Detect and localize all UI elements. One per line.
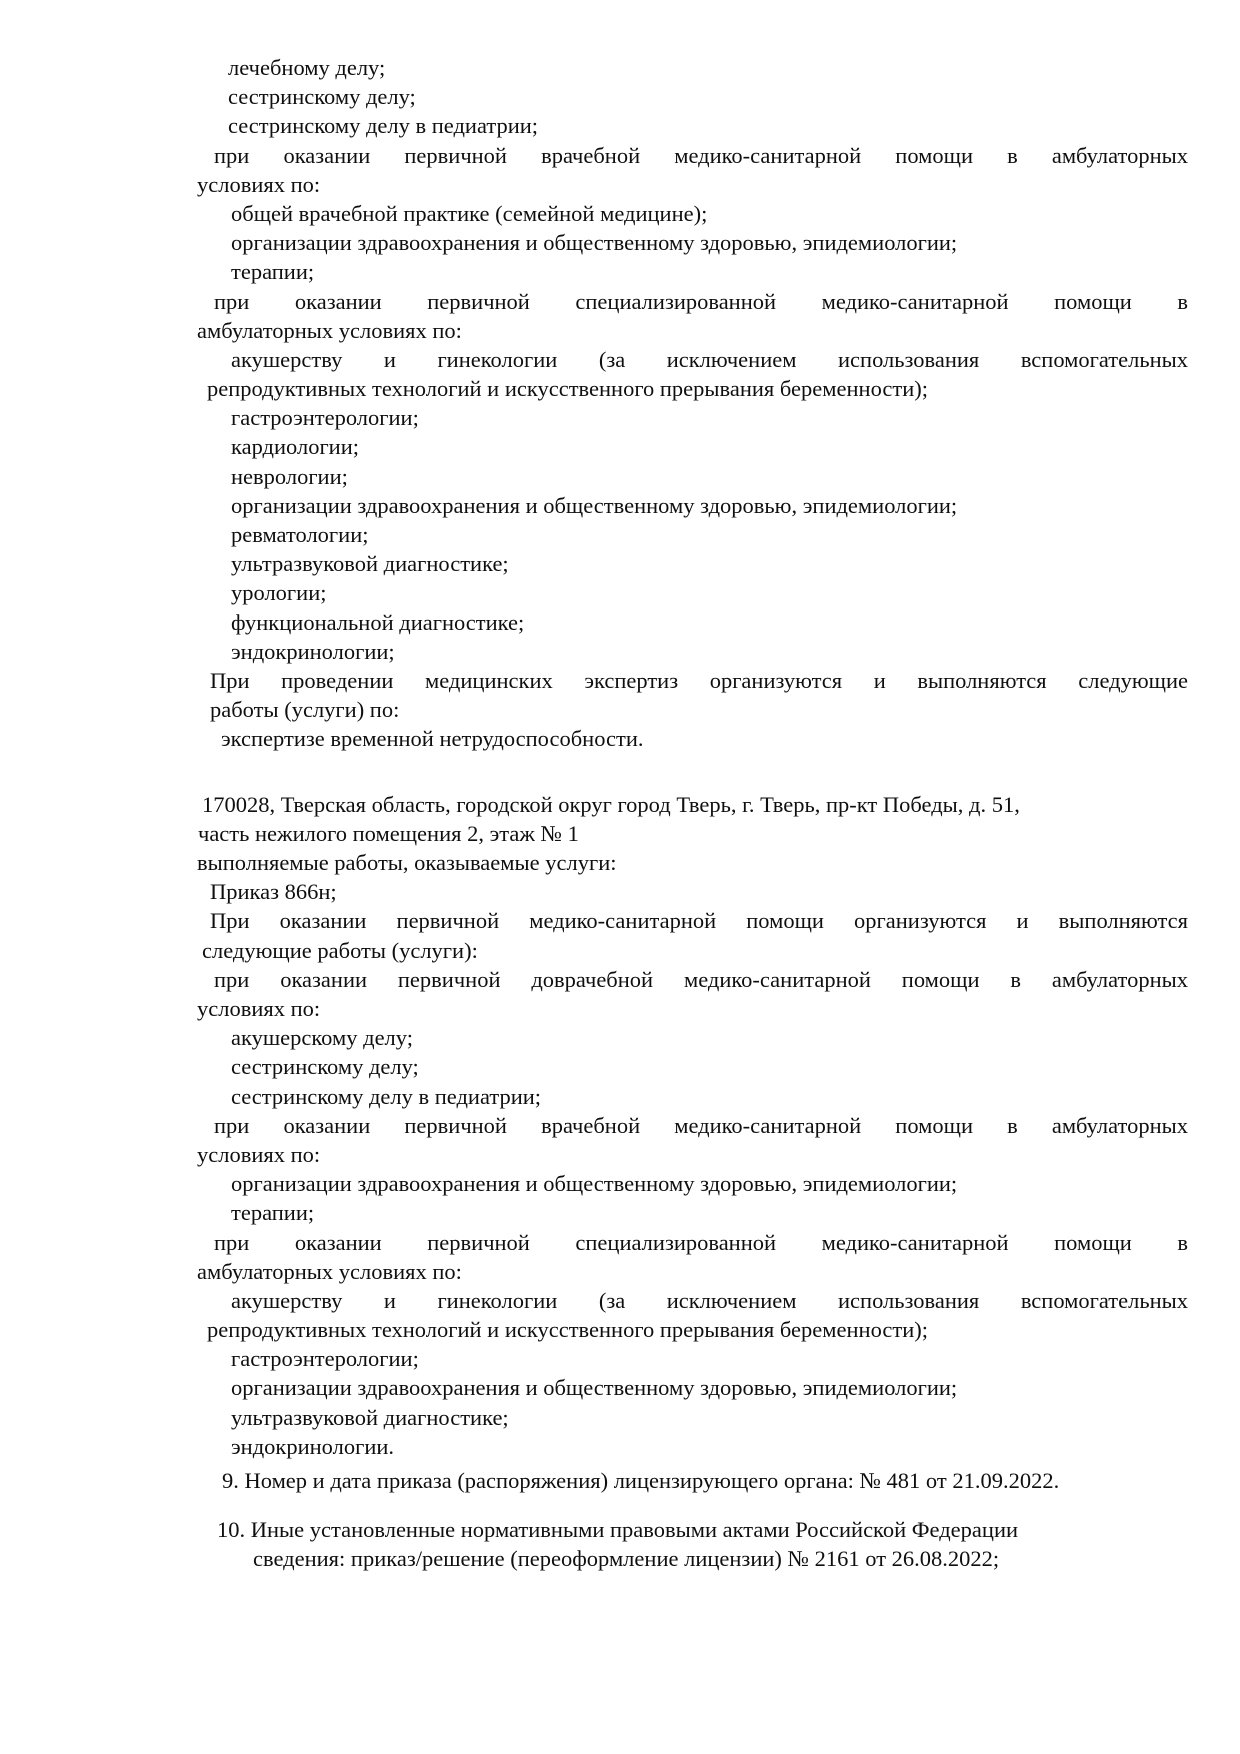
text-line: организации здравоохранения и общественному здоровью, эпидемиологии; <box>231 492 958 518</box>
text-line: При оказании первичной медико-санитарной помощи организуются и выполняются <box>210 908 1188 934</box>
text-line: неврологии; <box>231 463 348 489</box>
text-line: лечебному делу; <box>228 55 386 80</box>
text-line: организации здравоохранения и общественному здоровью, эпидемиологии; <box>231 1171 958 1197</box>
text-line: сестринскому делу; <box>231 1054 419 1080</box>
text-line: сестринскому делу; <box>228 84 416 110</box>
text-line: условиях по: <box>197 996 321 1021</box>
text-line: акушерству и гинекологии (за исключением использования вспомогательных <box>231 346 1188 372</box>
text-line: при оказании первичной врачебной медико-санитарной помощи в амбулаторных <box>214 1112 1188 1138</box>
text-line: при оказании первичной специализированной медико-санитарной помощи в <box>214 288 1188 314</box>
text-line: гастроэнтерологии; <box>231 1346 419 1372</box>
text-line: эндокринологии; <box>231 638 395 664</box>
text-line: терапии; <box>231 259 315 285</box>
text-line: часть нежилого помещения 2, этаж № 1 <box>198 820 579 846</box>
text-line: репродуктивных технологий и искусственного прерывания беременности); <box>207 376 928 402</box>
text-line: работы (услуги) по: <box>210 697 400 723</box>
text-line: Приказ 866н; <box>210 879 337 905</box>
document-text-block <box>197 53 1188 1574</box>
text-line: ревматологии; <box>231 522 369 547</box>
text-line: при оказании первичной врачебной медико-санитарной помощи в амбулаторных <box>214 142 1188 168</box>
text-line: условиях по: <box>197 1141 321 1167</box>
text-line: урологии; <box>231 580 327 606</box>
text-line: терапии; <box>231 1200 315 1226</box>
text-line: условиях по: <box>197 171 321 197</box>
text-line: акушерскому делу; <box>231 1025 413 1051</box>
text-line: репродуктивных технологий и искусственного прерывания беременности); <box>207 1317 928 1343</box>
text-line: При проведении медицинских экспертиз организуются и выполняются следующие <box>210 667 1188 693</box>
text-line: амбулаторных условиях по: <box>197 1258 462 1284</box>
text-line: выполняемые работы, оказываемые услуги: <box>197 850 617 876</box>
text-line: акушерству и гинекологии (за исключением использования вспомогательных <box>231 1287 1188 1313</box>
text-line: ультразвуковой диагностике; <box>231 551 509 577</box>
text-line: амбулаторных условиях по: <box>197 317 462 343</box>
text-line: экспертизе временной нетрудоспособности. <box>221 726 644 752</box>
text-line: ультразвуковой диагностике; <box>231 1404 509 1430</box>
text-line: организации здравоохранения и общественному здоровью, эпидемиологии; <box>231 1375 958 1401</box>
text-line: организации здравоохранения и общественному здоровью, эпидемиологии; <box>231 230 958 256</box>
text-line: при оказании первичной специализированной медико-санитарной помощи в <box>214 1229 1188 1255</box>
text-line: эндокринологии. <box>231 1433 395 1459</box>
text-line: общей врачебной практике (семейной медицине); <box>231 200 708 226</box>
text-line: сестринскому делу в педиатрии; <box>228 113 539 139</box>
text-line: кардиологии; <box>231 434 360 460</box>
text-line: гастроэнтерологии; <box>231 405 419 431</box>
text-line: 170028, Тверская область, городской округ город Тверь, г. Тверь, пр-кт Победы, д. 51, <box>202 791 1020 817</box>
text-line: функциональной диагностике; <box>231 609 525 635</box>
blank-line <box>197 754 1188 783</box>
text-line: 9. Номер и дата приказа (распоряжения) лицензирующего органа: № 481 от 21.09.2022. <box>222 1468 1060 1493</box>
text-line: сестринскому делу в педиатрии; <box>231 1083 542 1109</box>
text-line: следующие работы (услуги): <box>202 937 478 963</box>
text-line: 10. Иные установленные нормативными правовыми актами Российской Федерации <box>217 1517 1019 1543</box>
text-line: при оказании первичной доврачебной медико-санитарной помощи в амбулаторных <box>214 966 1188 992</box>
text-line: сведения: приказ/решение (переоформление лицензии) № 2161 от 26.08.2022; <box>253 1546 1000 1572</box>
